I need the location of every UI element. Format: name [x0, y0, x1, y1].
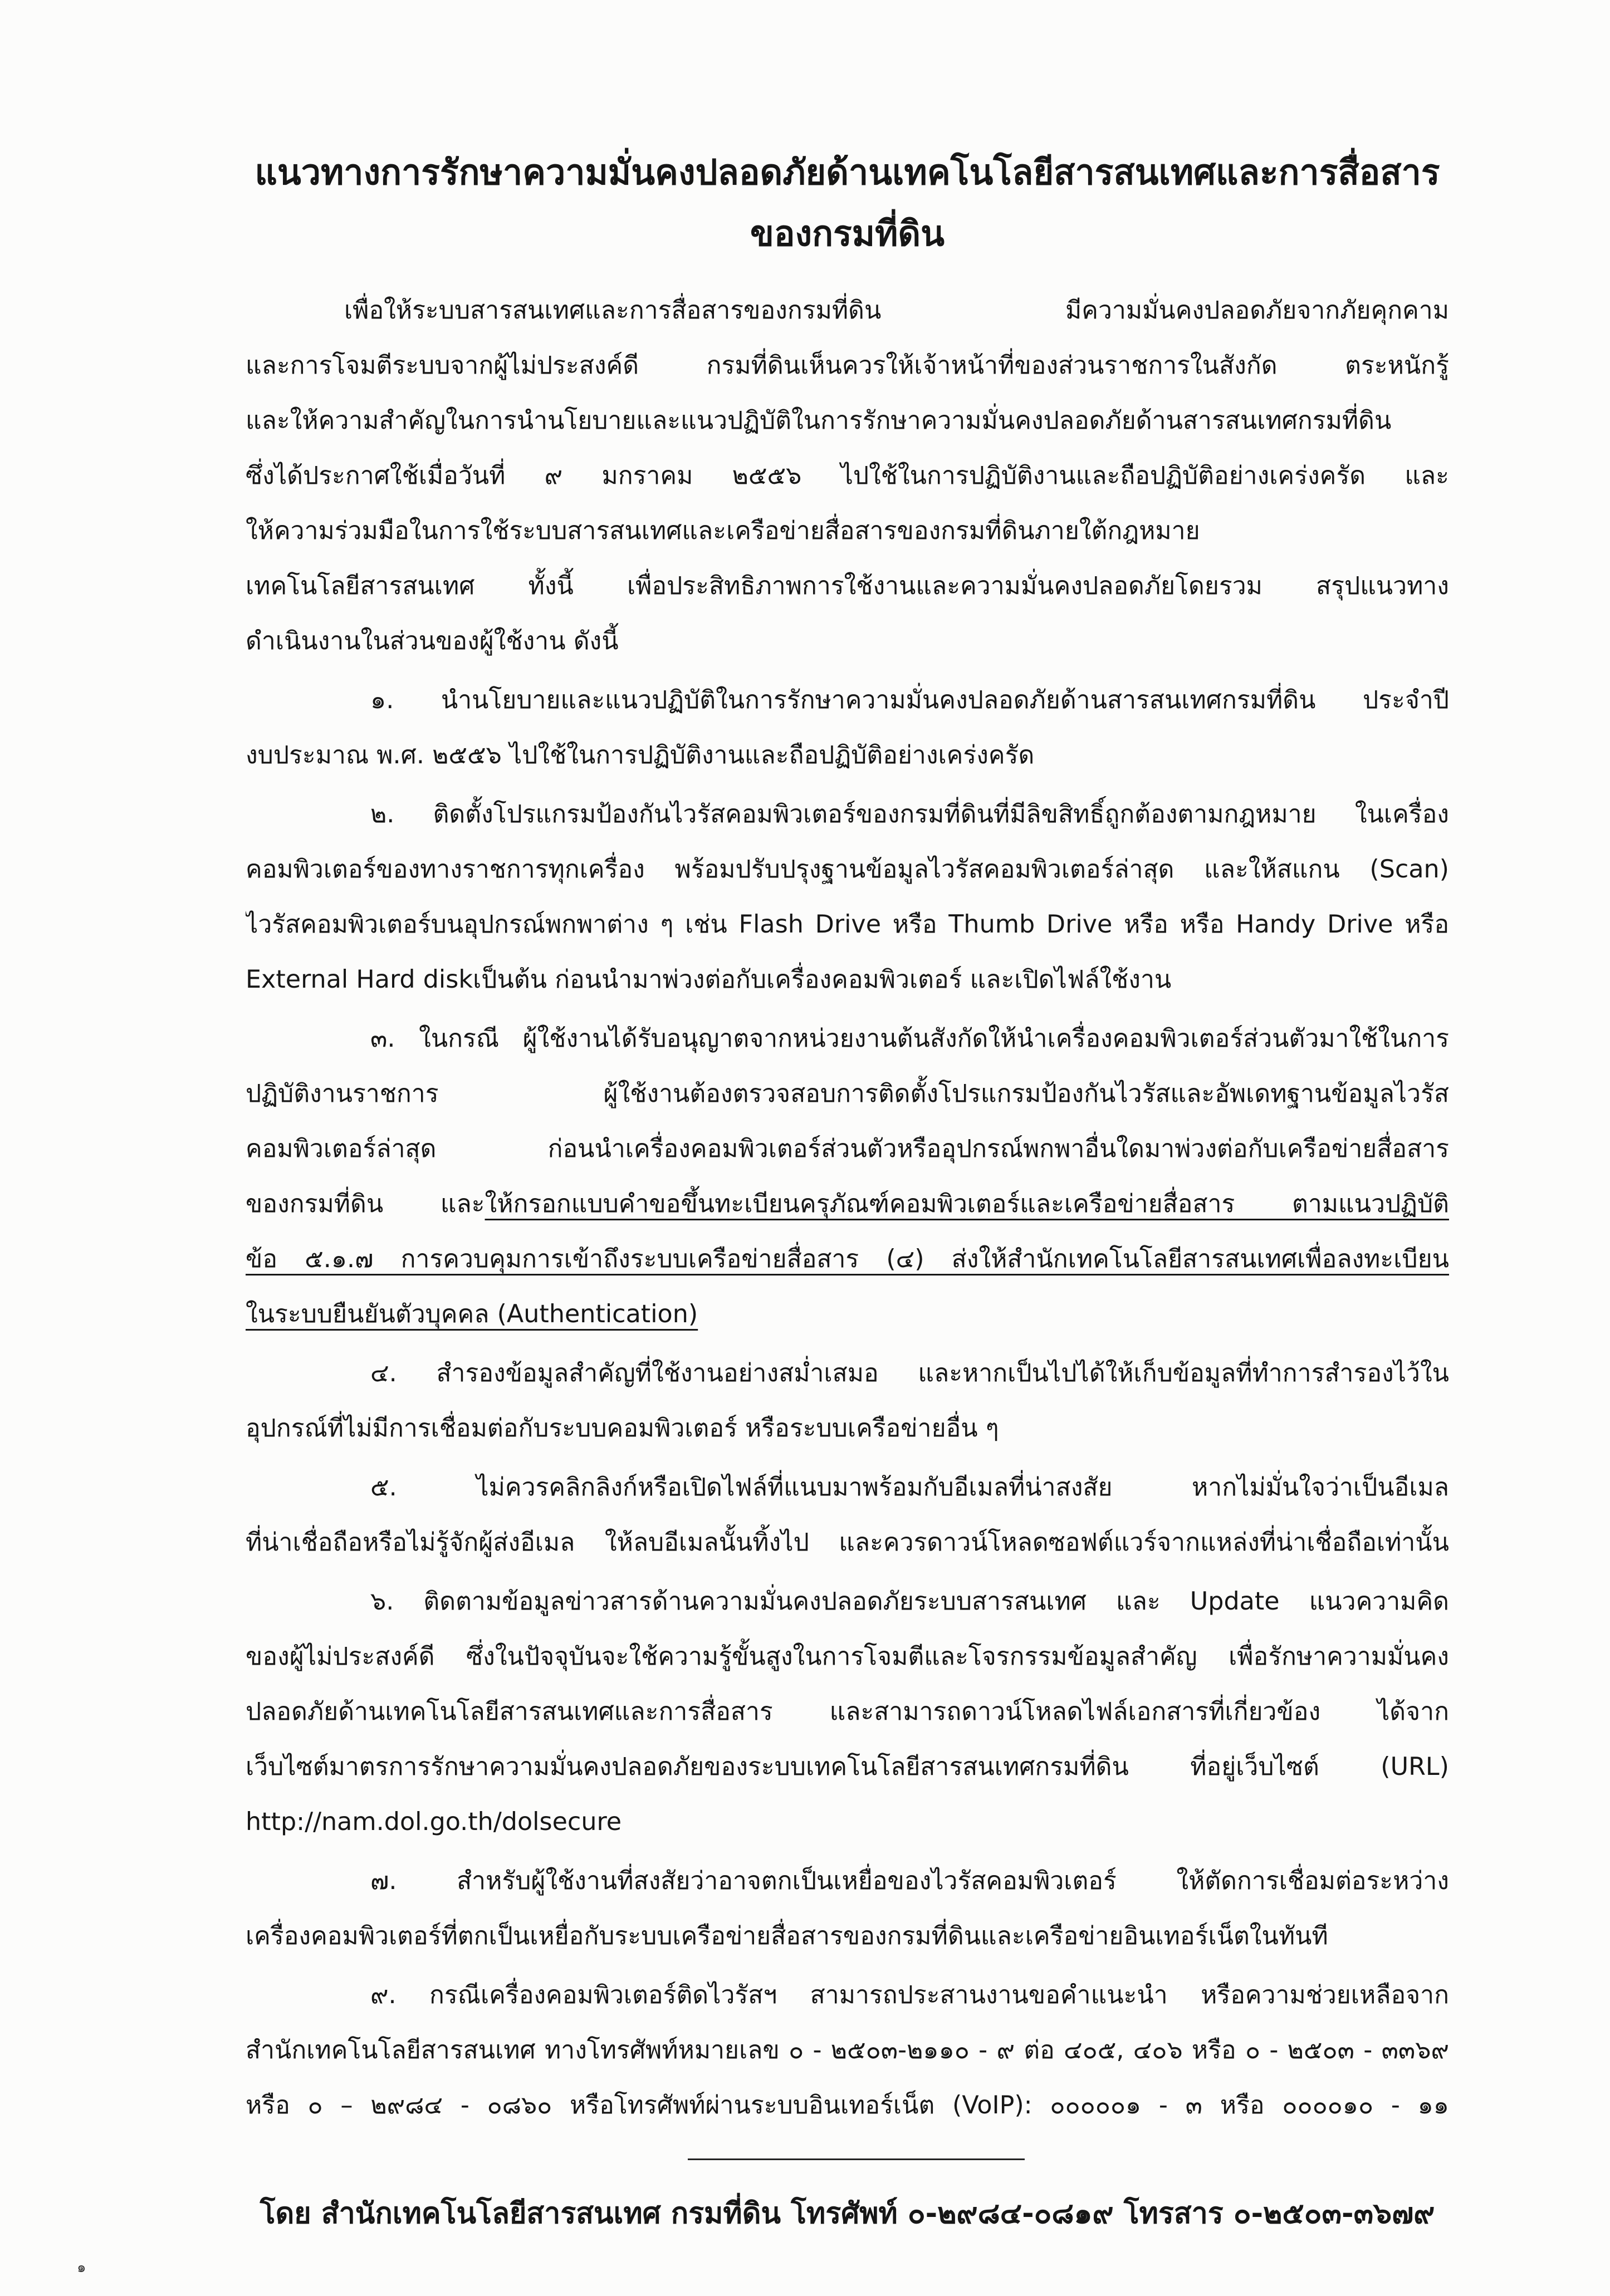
document-title	[246, 142, 1449, 264]
item-number: ๙.	[370, 1981, 397, 2009]
item-line: ปฏิบัติงานราชการ ผู้ใช้งานต้องตรวจสอบการติดตั้งโปรแกรมป้องกันไวรัสและอัพเดทฐานข้อมูลไวรัส	[246, 1080, 1449, 1108]
title-line-1: แนวทางการรักษาความมั่นคงปลอดภัยด้านเทคโนโลยีสารสนเทศและการสื่อสาร	[255, 152, 1440, 193]
underlined-line: ข้อ ๕.๑.๗ การควบคุมการเข้าถึงระบบเครือข่ายสื่อสาร (๔) ส่งให้สำนักเทคโนโลยีสารสนเทศเพื่อลงทะเบียน	[246, 1245, 1449, 1273]
divider-line	[688, 2158, 1025, 2160]
item-line: ที่น่าเชื่อถือหรือไม่รู้จักผู้ส่งอีเมล ให้ลบอีเมลนั้นทิ้งไป และควรดาวน์โหลดซอฟต์แวร์จากแหล่งที่น่าเชื่อถือเท่านั้น	[246, 1528, 1449, 1557]
item-number: ๒.	[370, 800, 395, 828]
item-line: คอมพิวเตอร์ของทางราชการทุกเครื่อง พร้อมปรับปรุงฐานข้อมูลไวรัสคอมพิวเตอร์ล่าสุด และให้สแกน (Scan)	[246, 855, 1449, 884]
intro-line: เทคโนโลยีสารสนเทศ ทั้งนี้ เพื่อประสิทธิภาพการใช้งานและความมั่นคงปลอดภัยโดยรวม สรุปแนวทาง	[246, 572, 1449, 600]
item-number: ๓.	[370, 1024, 395, 1053]
page-mark: ๑	[77, 2259, 86, 2276]
item-5	[246, 1460, 1449, 1570]
item-number: ๕.	[370, 1473, 397, 1502]
item-number: ๗.	[370, 1867, 397, 1895]
item-line	[246, 1176, 1449, 1232]
item-3	[246, 1011, 1449, 1342]
item-1	[246, 673, 1449, 783]
item-line: ปลอดภัยด้านเทคโนโลยีสารสนเทศและการสื่อสาร และสามารถดาวน์โหลดไฟล์เอกสารที่เกี่ยวข้อง ได้จาก	[246, 1698, 1449, 1726]
item-text: ของกรมที่ดิน และ	[246, 1190, 485, 1218]
item-text: ไม่ควรคลิกลิงก์หรือเปิดไฟล์ที่แนบมาพร้อมกับอีเมลที่น่าสงสัย หากไม่มั่นใจว่าเป็นอีเมล	[476, 1473, 1449, 1502]
underlined-text: ให้กรอกแบบคำขอขึ้นทะเบียนครุภัณฑ์คอมพิวเตอร์และเครือข่ายสื่อสาร ตามแนวปฏิบัติ	[485, 1190, 1449, 1218]
item-number: ๔.	[370, 1359, 397, 1387]
item-line	[246, 1346, 1449, 1401]
item-text: กรณีเครื่องคอมพิวเตอร์ติดไวรัสฯ สามารถประสานงานขอคำแนะนำ หรือความช่วยเหลือจาก	[429, 1981, 1449, 2009]
intro-line: เพื่อให้ระบบสารสนเทศและการสื่อสารของกรมที่ดิน มีความมั่นคงปลอดภัยจากภัยคุกคาม	[344, 296, 1449, 325]
item-line: สำนักเทคโนโลยีสารสนเทศ ทางโทรศัพท์หมายเลข ๐ - ๒๕๐๓-๒๑๑๐ - ๙ ต่อ ๔๐๕, ๔๐๖ หรือ ๐ - ๒๕๐๓ - ๓๓๖๙	[246, 2036, 1449, 2064]
item-line	[246, 1460, 1449, 1515]
document-body	[246, 283, 1449, 2133]
footer-contact: โดย สำนักเทคโนโลยีสารสนเทศ กรมที่ดิน โทรศัพท์ ๐-๒๙๘๔-๐๘๑๙ โทรสาร ๐-๒๕๐๓-๓๖๗๙	[260, 2197, 1435, 2230]
intro-paragraph	[246, 283, 1449, 669]
item-line: เครื่องคอมพิวเตอร์ที่ตกเป็นเหยื่อกับระบบเครือข่ายสื่อสารของกรมที่ดินและเครือข่ายอินเทอร์เน็ตในทันที	[246, 1922, 1328, 1950]
item-7	[246, 1853, 1449, 1964]
item-text: ติดตั้งโปรแกรมป้องกันไวรัสคอมพิวเตอร์ของกรมที่ดินที่มีลิขสิทธิ์ถูกต้องตามกฎหมาย ในเครื่อง	[433, 800, 1449, 828]
item-line: เว็บไซต์มาตรการรักษาความมั่นคงปลอดภัยของระบบเทคโนโลยีสารสนเทศกรมที่ดิน ที่อยู่เว็บไซต์ (URL)	[246, 1753, 1449, 1781]
item-line	[246, 1968, 1449, 2023]
item-text: สำรองข้อมูลสำคัญที่ใช้งานอย่างสม่ำเสมอ และหากเป็นไปได้ให้เก็บข้อมูลที่ทำการสำรองไว้ใน	[436, 1359, 1449, 1387]
underlined-line	[246, 1287, 1449, 1342]
item-line: คอมพิวเตอร์ล่าสุด ก่อนนำเครื่องคอมพิวเตอร์ส่วนตัวหรืออุปกรณ์พกพาอื่นใดมาพ่วงต่อกับเครือข่ายสื่อสาร	[246, 1135, 1449, 1163]
item-line: ไวรัสคอมพิวเตอร์บนอุปกรณ์พกพาต่าง ๆ เช่น Flash Drive หรือ Thumb Drive หรือ หรือ Handy Drive หรือ	[246, 910, 1449, 939]
intro-line: ให้ความร่วมมือในการใช้ระบบสารสนเทศและเครือข่ายสื่อสารของกรมที่ดินภายใต้กฎหมาย	[246, 517, 1200, 545]
item-line: หรือ ๐ – ๒๙๘๔ - ๐๘๖๐ หรือโทรศัพท์ผ่านระบบอินเทอร์เน็ต (VoIP): ๐๐๐๐๐๑ - ๓ หรือ ๐๐๐๐๑๐ - ๑๑	[246, 2091, 1449, 2120]
item-4	[246, 1346, 1449, 1456]
item-line	[246, 1853, 1449, 1909]
item-line: External Hard diskเป็นต้น ก่อนนำมาพ่วงต่อกับเครื่องคอมพิวเตอร์ และเปิดไฟล์ใช้งาน	[246, 965, 1172, 994]
item-number: ๑.	[370, 686, 394, 714]
item-text: ในกรณี ผู้ใช้งานได้รับอนุญาตจากหน่วยงานต้นสังกัดให้นำเครื่องคอมพิวเตอร์ส่วนตัวมาใช้ในการ	[419, 1024, 1449, 1053]
url-text: http://nam.dol.go.th/dolsecure	[246, 1808, 622, 1836]
item-text: นำนโยบายและแนวปฏิบัติในการรักษาความมั่นคงปลอดภัยด้านสารสนเทศกรมที่ดิน ประจำปี	[441, 686, 1449, 714]
item-line: ของผู้ไม่ประสงค์ดี ซึ่งในปัจจุบันจะใช้ความรู้ขั้นสูงในการโจมตีและโจรกรรมข้อมูลสำคัญ เพื่อรักษาความมั่นคง	[246, 1642, 1449, 1671]
item-6	[246, 1574, 1449, 1849]
item-line: อุปกรณ์ที่ไม่มีการเชื่อมต่อกับระบบคอมพิวเตอร์ หรือระบบเครือข่ายอื่น ๆ	[246, 1414, 999, 1443]
item-2	[246, 787, 1449, 1007]
underlined-text: ในระบบยืนยันตัวบุคคล (Authentication)	[246, 1300, 698, 1328]
item-line	[246, 1011, 1449, 1066]
item-number: ๖.	[370, 1587, 394, 1616]
title-line-2: ของกรมที่ดิน	[750, 213, 945, 254]
item-line	[246, 787, 1449, 842]
item-line	[246, 1574, 1449, 1629]
item-text: ติดตามข้อมูลข่าวสารด้านความมั่นคงปลอดภัยระบบสารสนเทศ และ Update แนวความคิด	[423, 1587, 1449, 1616]
item-text: สำหรับผู้ใช้งานที่สงสัยว่าอาจตกเป็นเหยื่อของไวรัสคอมพิวเตอร์ ให้ตัดการเชื่อมต่อระหว่าง	[457, 1867, 1449, 1895]
item-line	[246, 673, 1449, 728]
intro-line: และการโจมตีระบบจากผู้ไม่ประสงค์ดี กรมที่ดินเห็นควรให้เจ้าหน้าที่ของส่วนราชการในสังกัด ตระหนักรู้	[246, 351, 1449, 380]
item-9	[246, 1968, 1449, 2133]
intro-line: ดำเนินงานในส่วนของผู้ใช้งาน ดังนี้	[246, 627, 619, 655]
item-line: งบประมาณ พ.ศ. ๒๕๕๖ ไปใช้ในการปฏิบัติงานและถือปฏิบัติอย่างเคร่งครัด	[246, 741, 1035, 769]
intro-line: ซึ่งได้ประกาศใช้เมื่อวันที่ ๙ มกราคม ๒๕๕๖ ไปใช้ในการปฏิบัติงานและถือปฏิบัติอย่างเคร่งครัด และ	[246, 462, 1449, 490]
intro-line: และให้ความสำคัญในการนำนโยบายและแนวปฏิบัติในการรักษาความมั่นคงปลอดภัยด้านสารสนเทศกรมที่ดิน	[246, 406, 1392, 435]
